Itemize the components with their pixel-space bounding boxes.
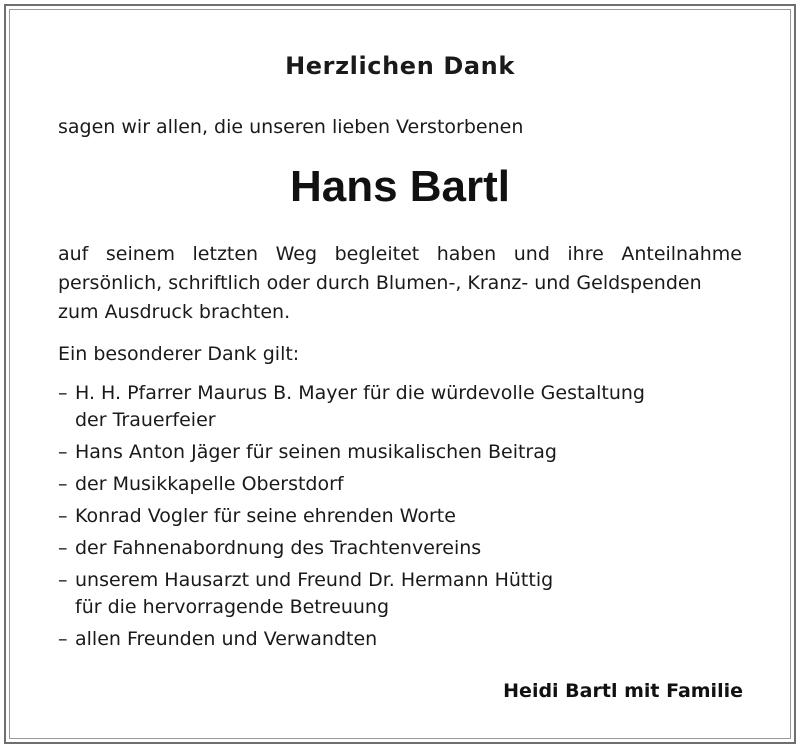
list-item-line-1: Konrad Vogler für seine ehrenden Worte — [75, 505, 456, 527]
list-item-line-1: der Musikkapelle Oberstdorf — [75, 473, 344, 495]
thanks-list — [58, 380, 758, 658]
list-item-line-1: der Fahnenabordnung des Trachtenvereins — [75, 537, 482, 559]
list-item-line-2: der Trauerfeier — [75, 409, 216, 431]
list-dash: – — [58, 505, 68, 527]
list-dash: – — [58, 382, 68, 404]
list-item-line-1: unserem Hausarzt und Freund Dr. Hermann Hüttig — [75, 569, 554, 591]
special-thanks-label: Ein besonderer Dank gilt: — [58, 343, 300, 365]
paragraph-line-1: auf seinem letzten Weg begleitet haben und ihre Anteilnahme — [58, 243, 742, 265]
list-dash: – — [58, 569, 68, 591]
list-item-line-1: allen Freunden und Verwandten — [75, 628, 378, 650]
list-item — [58, 535, 758, 562]
signature: Heidi Bartl mit Familie — [503, 680, 743, 702]
thanks-paragraph — [58, 240, 742, 327]
list-item — [58, 626, 758, 653]
list-dash: – — [58, 628, 68, 650]
list-dash: – — [58, 441, 68, 463]
intro-text: sagen wir allen, die unseren lieben Verstorbenen — [58, 116, 524, 138]
list-item — [58, 503, 758, 530]
paragraph-line-2: persönlich, schriftlich oder durch Blumen-, Kranz- und Geldspenden — [58, 272, 702, 294]
list-item — [58, 567, 758, 621]
list-item-line-2: für die hervorragende Betreuung — [75, 596, 390, 618]
list-item — [58, 471, 758, 498]
deceased-name: Hans Bartl — [289, 162, 511, 211]
list-item-line-1: Hans Anton Jäger für seinen musikalischen Beitrag — [75, 441, 557, 463]
list-item-line-1: H. H. Pfarrer Maurus B. Mayer für die würdevolle Gestaltung — [75, 382, 645, 404]
list-dash: – — [58, 473, 68, 495]
paragraph-line-3: zum Ausdruck brachten. — [58, 301, 291, 323]
heading: Herzlichen Dank — [285, 52, 515, 80]
list-item — [58, 380, 758, 434]
list-dash: – — [58, 537, 68, 559]
list-item — [58, 439, 758, 466]
